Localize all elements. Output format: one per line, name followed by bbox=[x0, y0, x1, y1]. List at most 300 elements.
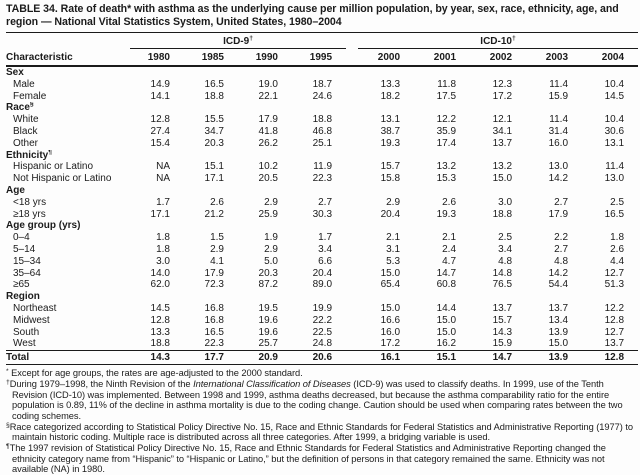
rate-value: 41.8 bbox=[258, 125, 278, 137]
rate-value: 13.0 bbox=[604, 173, 625, 185]
rate-value: 16.5 bbox=[204, 78, 224, 90]
row-label: ≥65 bbox=[13, 279, 30, 291]
column-gap-cell bbox=[346, 327, 358, 339]
rate-value: 1.8 bbox=[156, 232, 170, 244]
rate-value: 19.3 bbox=[436, 208, 457, 220]
row-label: Region bbox=[6, 291, 40, 303]
footnote-marker: § bbox=[6, 421, 10, 429]
row-label: Northeast bbox=[13, 302, 57, 314]
rate-value: 14.0 bbox=[150, 267, 170, 279]
rate-value bbox=[184, 102, 238, 114]
rate-value bbox=[292, 102, 346, 114]
rate-value: 14.3 bbox=[492, 326, 513, 338]
rate-value: 15.1 bbox=[414, 351, 470, 365]
rate-value bbox=[184, 220, 238, 232]
rate-value bbox=[470, 102, 526, 114]
table-section-row bbox=[6, 66, 638, 79]
table-section-row bbox=[6, 291, 638, 303]
rate-value: 13.7 bbox=[548, 302, 569, 314]
rate-value: 2.2 bbox=[554, 232, 569, 244]
rate-value bbox=[526, 102, 582, 114]
rate-value: 16.6 bbox=[380, 314, 401, 326]
rate-value: 13.7 bbox=[492, 302, 513, 314]
rate-value: 13.7 bbox=[492, 137, 513, 149]
table-row bbox=[6, 244, 638, 256]
rate-value bbox=[130, 66, 184, 79]
rate-value: 16.0 bbox=[548, 137, 569, 149]
rate-value bbox=[358, 185, 414, 197]
rate-value: 1.7 bbox=[318, 232, 333, 244]
rate-value bbox=[184, 185, 238, 197]
row-label: Ethnicity¶ bbox=[6, 149, 53, 161]
rate-value bbox=[238, 66, 292, 79]
year-header-2003: 2003 bbox=[526, 49, 582, 67]
rate-value: 34.1 bbox=[492, 125, 513, 137]
rate-value: 13.7 bbox=[604, 338, 625, 350]
rate-value: 13.3 bbox=[150, 326, 170, 338]
year-header-1990: 1990 bbox=[238, 49, 292, 67]
rate-value: 2.9 bbox=[264, 196, 278, 208]
table-row bbox=[6, 256, 638, 268]
footnote bbox=[6, 443, 635, 475]
row-label: 15–34 bbox=[13, 255, 41, 267]
icd10-label: ICD-10 bbox=[480, 36, 512, 47]
rate-value bbox=[358, 102, 414, 114]
column-gap-cell bbox=[346, 150, 358, 162]
rate-value: 15.8 bbox=[380, 173, 401, 185]
rate-value: 16.0 bbox=[380, 326, 401, 338]
rate-value: 12.3 bbox=[492, 78, 513, 90]
rate-value bbox=[238, 291, 292, 303]
year-header-1980: 1980 bbox=[130, 49, 184, 67]
rate-value: 3.4 bbox=[318, 243, 333, 255]
footnote-text-italic: International Classification of Diseases bbox=[193, 378, 351, 389]
rate-value: 10.2 bbox=[258, 161, 278, 173]
rate-value: 4.1 bbox=[210, 255, 224, 267]
rate-value: 1.9 bbox=[264, 232, 278, 244]
column-gap-cell bbox=[346, 220, 358, 232]
rate-value: 6.6 bbox=[318, 255, 333, 267]
rate-value bbox=[358, 66, 414, 79]
rate-value: 2.1 bbox=[442, 232, 457, 244]
table-row bbox=[6, 232, 638, 244]
rate-value: 12.2 bbox=[604, 302, 625, 314]
table-row bbox=[6, 126, 638, 138]
rate-value: 30.6 bbox=[604, 125, 625, 137]
column-gap-cell bbox=[346, 197, 358, 209]
row-label: Age group (yrs) bbox=[6, 220, 81, 232]
rate-value: 17.2 bbox=[380, 338, 401, 350]
rate-value: 16.2 bbox=[436, 338, 457, 350]
rate-value: 51.3 bbox=[604, 279, 625, 291]
rate-value: 19.0 bbox=[258, 78, 278, 90]
column-gap-cell bbox=[346, 244, 358, 256]
rate-value: 5.3 bbox=[386, 255, 401, 267]
rate-value: 15.0 bbox=[548, 338, 569, 350]
rate-value: NA bbox=[156, 173, 170, 185]
rate-value: 11.4 bbox=[549, 78, 569, 90]
year-header-1995: 1995 bbox=[292, 49, 346, 67]
column-gap-cell bbox=[346, 138, 358, 150]
rate-value: 17.7 bbox=[184, 351, 238, 365]
rate-value: 17.1 bbox=[150, 208, 170, 220]
table-row bbox=[6, 173, 638, 185]
rate-value: 15.9 bbox=[548, 90, 569, 102]
row-label: Male bbox=[13, 78, 35, 90]
rate-value: 46.8 bbox=[312, 125, 333, 137]
rate-value bbox=[130, 102, 184, 114]
rate-value bbox=[358, 291, 414, 303]
row-label: 0–4 bbox=[13, 232, 30, 244]
column-gap-cell bbox=[346, 102, 358, 114]
rate-value bbox=[292, 220, 346, 232]
rate-value: 22.5 bbox=[312, 326, 333, 338]
rate-value: 22.1 bbox=[258, 90, 278, 102]
table-row bbox=[6, 138, 638, 150]
footnote bbox=[6, 379, 635, 422]
row-label: Total bbox=[6, 351, 130, 365]
table-row bbox=[6, 91, 638, 103]
column-gap-cell bbox=[346, 279, 358, 291]
rate-value bbox=[470, 66, 526, 79]
rate-value: 26.2 bbox=[258, 137, 278, 149]
rate-value: 17.9 bbox=[204, 267, 224, 279]
rate-value: 2.5 bbox=[610, 196, 625, 208]
row-label: 5–14 bbox=[13, 243, 36, 255]
rate-value bbox=[526, 291, 582, 303]
table-row bbox=[6, 79, 638, 91]
year-header-2000: 2000 bbox=[358, 49, 414, 67]
rate-value: 24.8 bbox=[312, 338, 333, 350]
rate-value: 2.7 bbox=[318, 196, 333, 208]
rate-value bbox=[582, 220, 638, 232]
table-row bbox=[6, 209, 638, 221]
year-header-2002: 2002 bbox=[470, 49, 526, 67]
rate-value bbox=[238, 220, 292, 232]
rate-value: 11.4 bbox=[549, 114, 569, 126]
rate-value: 5.0 bbox=[264, 255, 278, 267]
rate-value: 4.4 bbox=[610, 255, 625, 267]
column-gap-cell bbox=[346, 303, 358, 315]
rate-value: 17.9 bbox=[258, 114, 278, 126]
row-label: White bbox=[13, 114, 39, 126]
rate-value: 2.4 bbox=[442, 243, 457, 255]
rate-value bbox=[358, 150, 414, 162]
rate-value: 20.4 bbox=[380, 208, 401, 220]
rate-value bbox=[130, 185, 184, 197]
rate-value bbox=[582, 185, 638, 197]
row-label: Age bbox=[6, 184, 25, 196]
rate-value: 14.2 bbox=[548, 173, 569, 185]
rate-value: 11.4 bbox=[605, 161, 625, 173]
rate-value: 35.9 bbox=[436, 125, 457, 137]
rate-value: 10.4 bbox=[604, 78, 625, 90]
table-row bbox=[6, 338, 638, 350]
rate-value bbox=[414, 66, 470, 79]
rate-value bbox=[582, 102, 638, 114]
rate-value bbox=[470, 220, 526, 232]
footnote-marker: ¶ bbox=[6, 443, 10, 451]
rate-value bbox=[184, 291, 238, 303]
table-section-row bbox=[6, 185, 638, 197]
rate-value: 19.9 bbox=[312, 302, 333, 314]
rate-value: 18.7 bbox=[312, 78, 333, 90]
table-total-row bbox=[6, 351, 638, 365]
row-label: Female bbox=[13, 90, 47, 102]
rate-value: 34.7 bbox=[204, 125, 224, 137]
rate-value: 19.3 bbox=[380, 137, 401, 149]
row-label: South bbox=[13, 326, 40, 338]
rate-value: 12.8 bbox=[150, 314, 170, 326]
rate-value: 15.7 bbox=[380, 161, 401, 173]
rate-value: 16.8 bbox=[204, 302, 224, 314]
column-gap-cell bbox=[346, 268, 358, 280]
icd10-footnote-marker: † bbox=[511, 35, 516, 42]
rate-value: 31.4 bbox=[548, 125, 569, 137]
rate-value bbox=[526, 150, 582, 162]
rate-value: 12.8 bbox=[582, 351, 638, 365]
year-header-2001: 2001 bbox=[414, 49, 470, 67]
rate-value: 54.4 bbox=[548, 279, 569, 291]
rate-value: 87.2 bbox=[258, 279, 278, 291]
rate-value: 2.5 bbox=[498, 232, 513, 244]
rate-value: 60.8 bbox=[436, 279, 457, 291]
rate-value: 15.5 bbox=[204, 114, 224, 126]
rate-value: 14.9 bbox=[150, 78, 170, 90]
table-row bbox=[6, 279, 638, 291]
rate-value: 3.0 bbox=[498, 196, 513, 208]
rate-value bbox=[582, 66, 638, 79]
rate-value bbox=[238, 102, 292, 114]
rate-value: 18.2 bbox=[380, 90, 401, 102]
rate-value bbox=[470, 150, 526, 162]
footnote-marker: * bbox=[6, 368, 9, 376]
rate-value: 65.4 bbox=[380, 279, 401, 291]
rate-value: 18.8 bbox=[492, 208, 513, 220]
rate-value: 13.1 bbox=[604, 137, 625, 149]
rate-value: 1.8 bbox=[156, 243, 170, 255]
rate-value: 17.9 bbox=[548, 208, 569, 220]
rate-value: 15.0 bbox=[380, 267, 401, 279]
rate-value: 2.6 bbox=[210, 196, 224, 208]
column-gap-cell bbox=[346, 66, 358, 79]
rate-value: 16.8 bbox=[204, 314, 224, 326]
rate-value: 20.6 bbox=[292, 351, 346, 365]
rate-value bbox=[414, 291, 470, 303]
rate-value bbox=[582, 150, 638, 162]
rate-value: 15.4 bbox=[150, 137, 170, 149]
icd9-label: ICD-9 bbox=[223, 36, 250, 47]
rate-value bbox=[130, 150, 184, 162]
rate-value: 14.7 bbox=[436, 267, 457, 279]
column-gap-cell bbox=[346, 256, 358, 268]
footnote bbox=[6, 422, 635, 443]
column-gap-cell bbox=[346, 315, 358, 327]
rate-value: 22.2 bbox=[312, 314, 333, 326]
rate-value: 20.3 bbox=[204, 137, 224, 149]
footnote-text: Except for age groups, the rates are age-adjusted to the 2000 standard. bbox=[8, 368, 303, 379]
rate-value bbox=[238, 150, 292, 162]
icd10-group-header bbox=[358, 33, 638, 49]
rate-value: 20.3 bbox=[258, 267, 278, 279]
rate-value: 3.0 bbox=[156, 255, 170, 267]
rate-value: 3.1 bbox=[386, 243, 401, 255]
rate-value: 27.4 bbox=[150, 125, 170, 137]
column-gap-cell bbox=[346, 209, 358, 221]
rate-value bbox=[184, 66, 238, 79]
rate-value: 19.5 bbox=[258, 302, 278, 314]
row-label: West bbox=[13, 338, 36, 350]
rate-value: 17.4 bbox=[436, 137, 457, 149]
table-section-row bbox=[6, 102, 638, 114]
year-header-2004: 2004 bbox=[582, 49, 638, 67]
rate-value: 15.0 bbox=[436, 314, 457, 326]
rate-value: 25.7 bbox=[258, 338, 278, 350]
rate-value: 14.8 bbox=[492, 267, 513, 279]
rate-value bbox=[130, 291, 184, 303]
rate-value: 18.8 bbox=[150, 338, 170, 350]
rate-value: 12.7 bbox=[604, 267, 625, 279]
rate-value: 15.1 bbox=[204, 161, 224, 173]
table-body bbox=[6, 66, 638, 365]
rate-value: 13.9 bbox=[526, 351, 582, 365]
rate-value: 12.7 bbox=[604, 326, 625, 338]
rate-value: 22.3 bbox=[204, 338, 224, 350]
rate-value: 1.7 bbox=[156, 196, 170, 208]
footnotes bbox=[6, 368, 635, 475]
table-row bbox=[6, 327, 638, 339]
rate-value: 17.1 bbox=[204, 173, 224, 185]
rate-value: 14.1 bbox=[150, 90, 170, 102]
table-row bbox=[6, 303, 638, 315]
column-gap-cell bbox=[346, 114, 358, 126]
rate-value bbox=[470, 185, 526, 197]
rate-value bbox=[414, 220, 470, 232]
rate-value: 2.1 bbox=[386, 232, 401, 244]
spanner-empty-cell bbox=[6, 33, 130, 49]
rate-value: 13.2 bbox=[436, 161, 457, 173]
rate-value: 14.2 bbox=[548, 267, 569, 279]
rate-value: 15.9 bbox=[492, 338, 513, 350]
column-gap-cell bbox=[346, 232, 358, 244]
rate-value: 12.8 bbox=[150, 114, 170, 126]
rate-value: 2.9 bbox=[264, 243, 278, 255]
rate-value: 16.5 bbox=[204, 326, 224, 338]
rate-value: 14.3 bbox=[130, 351, 184, 365]
icd9-footnote-marker: † bbox=[249, 35, 253, 42]
rate-value: 2.7 bbox=[554, 196, 569, 208]
table-title-line2: region — National Vital Statistics System, United States, 1980–2004 bbox=[6, 16, 342, 28]
column-gap-cell bbox=[346, 79, 358, 91]
rate-value: 13.9 bbox=[548, 326, 569, 338]
rate-value: 14.4 bbox=[436, 302, 457, 314]
column-gap-cell bbox=[346, 161, 358, 173]
rate-value: 4.7 bbox=[442, 255, 457, 267]
footnote-text: (ICD-9) was used to classify deaths. In 1999, use of the Tenth Revision (ICD-10) was implemented. Between 1998 and 1999, asthma deaths decreased, but because the asthma comparability ratio for the entire population is 0.89, 11% of the decline in asthma mortality is due to the coding change. Caution should be used when comparing rates between the two coding schemes. bbox=[12, 378, 623, 421]
characteristic-column-header: Characteristic bbox=[6, 49, 130, 67]
column-gap-cell bbox=[346, 91, 358, 103]
rate-value bbox=[238, 185, 292, 197]
footnote-text: Race categorized according to Statistical Policy Directive No. 15, Race and Ethnic Standards for Federal Statistics and Administrative Reporting (1977) to maintain historic coding. Multiple race is distributed across all three categories. After 1999, a bridging variable is used. bbox=[9, 421, 633, 443]
rate-value bbox=[414, 150, 470, 162]
rate-value bbox=[292, 185, 346, 197]
rate-value bbox=[526, 185, 582, 197]
rate-value: 10.4 bbox=[604, 114, 625, 126]
row-label: Black bbox=[13, 125, 38, 137]
rate-value bbox=[130, 220, 184, 232]
rate-value: 3.4 bbox=[498, 243, 513, 255]
rate-value: 2.6 bbox=[610, 243, 625, 255]
row-label: Not Hispanic or Latino bbox=[13, 173, 112, 185]
rate-value bbox=[292, 291, 346, 303]
rate-value bbox=[526, 220, 582, 232]
row-footnote-marker: ¶ bbox=[48, 149, 53, 156]
column-gap-cell bbox=[346, 185, 358, 197]
coding-scheme-header-row bbox=[6, 33, 638, 49]
rate-value: 2.6 bbox=[442, 196, 457, 208]
rate-value: NA bbox=[156, 161, 170, 173]
rate-value: 15.0 bbox=[492, 173, 513, 185]
row-label: Race§ bbox=[6, 102, 34, 114]
rate-value: 22.3 bbox=[312, 173, 333, 185]
row-label: Midwest bbox=[13, 314, 50, 326]
column-gap-cell bbox=[346, 126, 358, 138]
table-section-row bbox=[6, 220, 638, 232]
rate-value: 11.9 bbox=[313, 161, 333, 173]
rate-value: 14.7 bbox=[470, 351, 526, 365]
rate-value bbox=[526, 66, 582, 79]
rate-value: 15.0 bbox=[380, 302, 401, 314]
rate-value: 19.6 bbox=[258, 314, 278, 326]
rate-value: 15.3 bbox=[436, 173, 457, 185]
row-label: ≥18 yrs bbox=[13, 208, 46, 220]
rate-value bbox=[470, 291, 526, 303]
rate-value: 14.5 bbox=[150, 302, 170, 314]
rate-value: 20.9 bbox=[238, 351, 292, 365]
rate-value: 13.3 bbox=[380, 78, 401, 90]
icd9-group-header bbox=[130, 33, 346, 49]
rate-value bbox=[414, 185, 470, 197]
year-header-row bbox=[6, 49, 638, 67]
table-row bbox=[6, 114, 638, 126]
table-row bbox=[6, 197, 638, 209]
table-row bbox=[6, 315, 638, 327]
rate-value: 24.6 bbox=[312, 90, 333, 102]
rate-value bbox=[292, 66, 346, 79]
row-label: Sex bbox=[6, 67, 24, 78]
footnote-text: The 1997 revision of Statistical Policy Directive No. 15, Race and Ethnic Standards for Federal Statistics and Administrative Reporting changed the ethnicity category name from “Hispanic” to “Hispanic or Latino,” but the definition of persons in that category remained the same. Ethnicity was not available (NA) in 1980. bbox=[9, 443, 606, 475]
footnote-text: During 1979–1998, the Ninth Revision of the bbox=[9, 378, 194, 389]
group-gap-cell bbox=[346, 33, 358, 49]
rate-value: 4.8 bbox=[554, 255, 569, 267]
rate-value bbox=[358, 220, 414, 232]
rate-value bbox=[184, 150, 238, 162]
rate-value: 15.7 bbox=[492, 314, 513, 326]
rate-value: 38.7 bbox=[380, 125, 401, 137]
rate-value: 14.5 bbox=[604, 90, 625, 102]
footnote bbox=[6, 368, 635, 379]
row-label: <18 yrs bbox=[13, 196, 47, 208]
rate-value: 72.3 bbox=[204, 279, 224, 291]
year-gap-cell bbox=[346, 49, 358, 67]
rate-value: 13.2 bbox=[492, 161, 513, 173]
column-gap-cell bbox=[346, 338, 358, 350]
row-label: 35–64 bbox=[13, 267, 41, 279]
rate-value: 25.9 bbox=[258, 208, 278, 220]
row-footnote-marker: § bbox=[29, 102, 34, 109]
rate-value: 12.2 bbox=[436, 114, 457, 126]
table-title-line1: TABLE 34. Rate of death* with asthma as the underlying cause per million population, by year, sex, race, ethnicity, age, and bbox=[6, 3, 619, 15]
